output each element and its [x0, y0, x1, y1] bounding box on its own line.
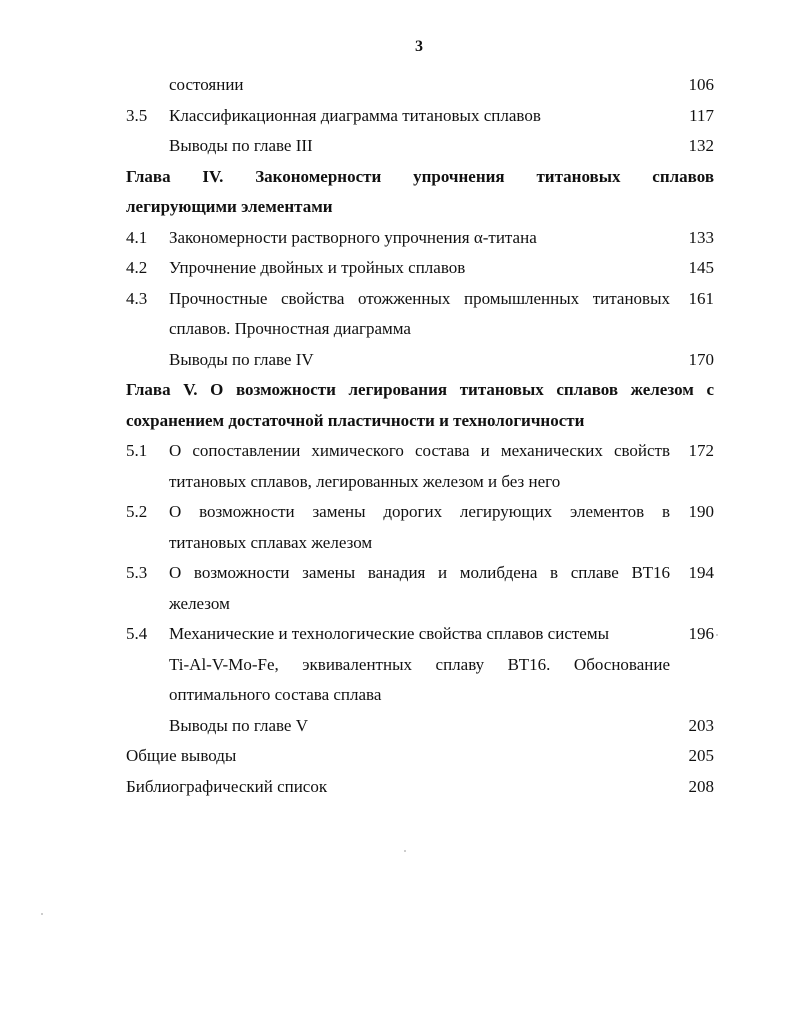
scan-speck — [41, 913, 43, 915]
toc-entry-page: 196 — [688, 624, 714, 643]
toc-entry-number: 5.1 — [126, 441, 148, 460]
toc-entry-title: Прочностные свойства отожженных промышленных титановых — [169, 288, 670, 308]
toc-entry-title: титановых сплавов, легированных железом и без него — [169, 471, 561, 491]
toc-entry — [126, 772, 714, 803]
toc-entry-title: титановых сплавах железом — [169, 532, 373, 552]
toc-entry-page: 172 — [688, 441, 714, 460]
toc-entry — [126, 680, 714, 711]
toc-entry-title: Библиографический список — [126, 776, 328, 796]
toc-entry — [126, 650, 714, 681]
toc-entry-title: железом — [169, 593, 230, 613]
toc-entry-page: 132 — [688, 136, 714, 155]
toc-entry — [126, 253, 714, 284]
toc-entry-title: Общие выводы — [126, 746, 237, 765]
toc-entry-page: 208 — [688, 776, 714, 796]
toc-entry-page: 117 — [689, 105, 714, 125]
toc-entry — [126, 192, 714, 223]
toc-entry-title: О возможности замены дорогих легирующих элементов в — [169, 502, 670, 521]
toc-entry — [126, 741, 714, 772]
toc-entry-title: Механические и технологические свойства сплавов системы — [169, 624, 610, 643]
toc-entry — [126, 162, 714, 193]
toc-entry-title: Выводы по главе IV — [169, 349, 314, 369]
toc-entry — [126, 711, 714, 742]
toc-entry-title: Упрочнение двойных и тройных сплавов — [169, 258, 466, 277]
toc-entry-page: 190 — [688, 502, 714, 521]
toc-entry — [126, 497, 714, 528]
toc-entry-page: 161 — [688, 288, 714, 308]
toc-entry-page: 106 — [688, 75, 714, 94]
scan-speck — [404, 850, 406, 852]
toc-entry — [126, 223, 714, 254]
toc-entry-page: 170 — [688, 349, 714, 369]
page-number: 3 — [415, 38, 423, 55]
toc-entry-page: 205 — [688, 746, 714, 765]
table-of-contents — [126, 70, 714, 802]
toc-entry-number: 5.2 — [126, 502, 148, 521]
toc-entry-page: 203 — [688, 715, 714, 735]
toc-entry-title: оптимального состава сплава — [169, 685, 382, 704]
toc-entry-number: 5.4 — [126, 624, 148, 643]
toc-entry-title: О сопоставлении химического состава и механических свойств — [169, 441, 670, 460]
toc-entry-page: 194 — [688, 563, 714, 582]
toc-entry-title: Закономерности растворного упрочнения α-титана — [169, 227, 537, 247]
toc-entry — [126, 131, 714, 162]
toc-entry-title: Глава IV. Закономерности упрочнения титановых сплавов — [126, 166, 714, 186]
toc-entry — [126, 314, 714, 345]
toc-entry-title: легирующими элементами — [126, 197, 333, 216]
toc-entry — [126, 436, 714, 467]
toc-entry — [126, 467, 714, 498]
toc-entry-number: 3.5 — [126, 105, 148, 125]
toc-entry — [126, 284, 714, 315]
toc-entry-title: Глава V. О возможности легирования титановых сплавов железом с — [126, 380, 714, 399]
toc-entry — [126, 345, 714, 376]
scan-speck — [716, 634, 718, 636]
toc-entry — [126, 101, 714, 132]
toc-entry-number: 4.2 — [126, 258, 148, 277]
toc-entry — [126, 528, 714, 559]
toc-entry-number: 4.1 — [126, 227, 148, 247]
toc-entry-title: сохранением достаточной пластичности и технологичности — [126, 410, 585, 430]
toc-entry-number: 4.3 — [126, 288, 148, 308]
toc-entry-title: сплавов. Прочностная диаграмма — [169, 319, 411, 338]
toc-entry — [126, 406, 714, 437]
toc-entry-title: Выводы по главе III — [169, 136, 313, 155]
toc-entry — [126, 589, 714, 620]
toc-entry-title: Классификационная диаграмма титановых сплавов — [169, 105, 541, 125]
toc-entry — [126, 70, 714, 101]
toc-entry-title: Ti-Al-V-Mo-Fe, эквивалентных сплаву ВТ16. Обоснование — [169, 654, 670, 674]
toc-entry-title: состоянии — [169, 75, 244, 94]
toc-entry — [126, 375, 714, 406]
toc-entry — [126, 558, 714, 589]
toc-entry-number: 5.3 — [126, 563, 148, 582]
toc-entry-title: О возможности замены ванадия и молибдена в сплаве ВТ16 — [169, 563, 670, 582]
toc-entry-page: 133 — [688, 227, 714, 247]
toc-entry-page: 145 — [688, 258, 714, 277]
toc-entry-title: Выводы по главе V — [169, 715, 308, 735]
toc-entry — [126, 619, 714, 650]
